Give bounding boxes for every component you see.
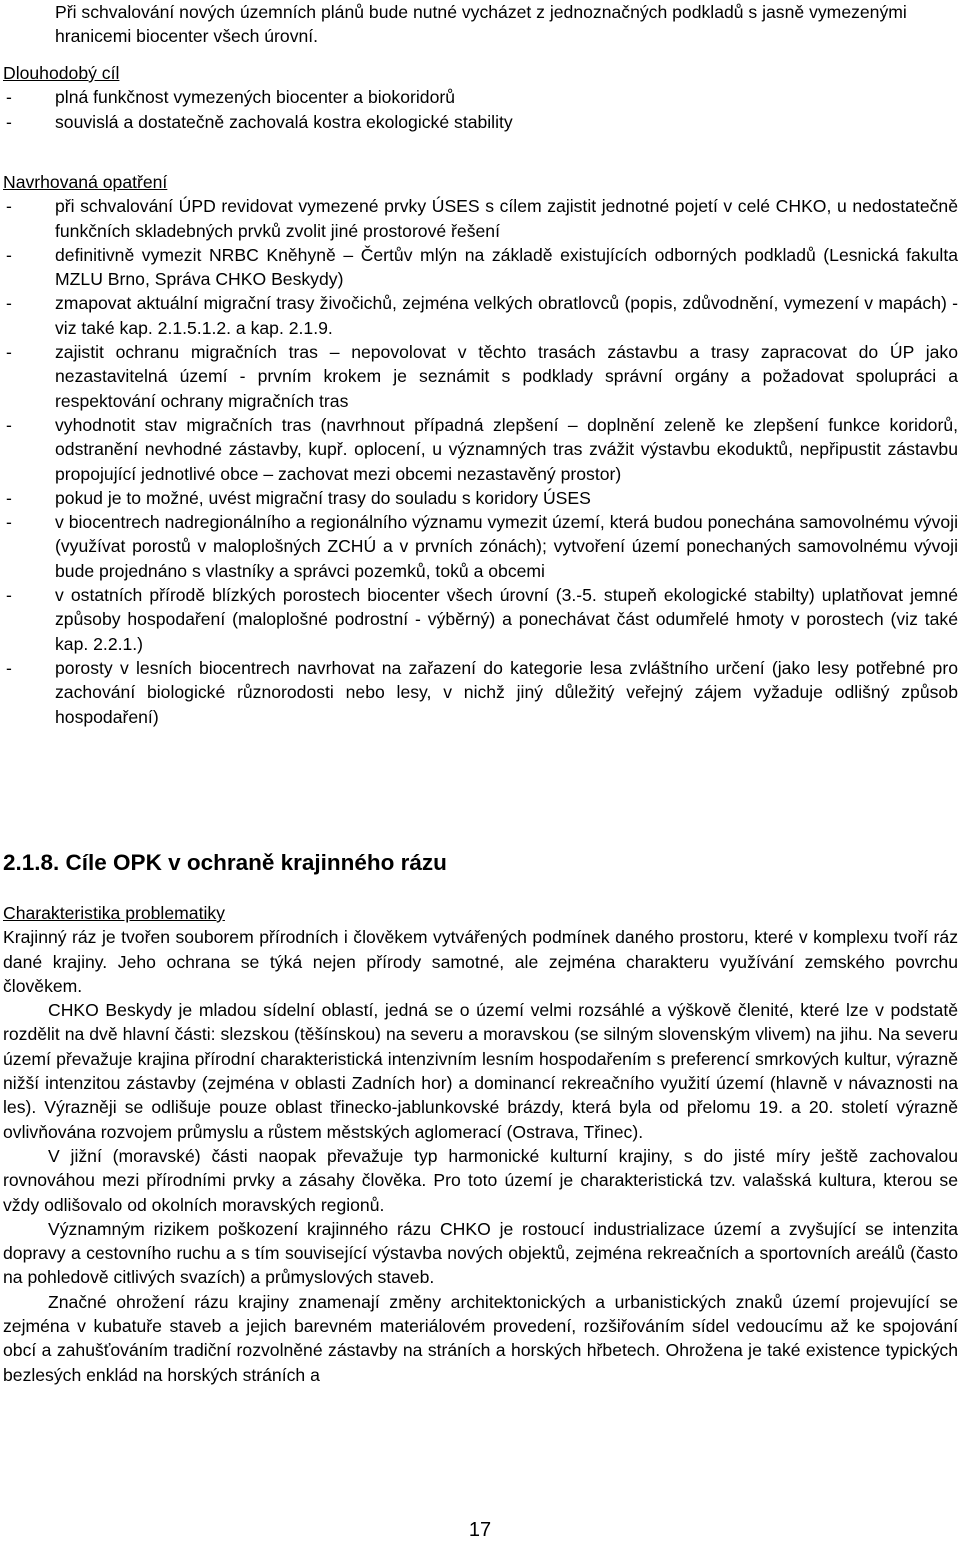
list-item-text: souvislá a dostatečně zachovalá kostra ekologické stability (55, 111, 513, 132)
list-item (3, 510, 958, 583)
list-item (3, 413, 958, 486)
list-item (3, 583, 958, 656)
long-term-goal-section (3, 61, 958, 134)
list-item (3, 656, 958, 729)
proposed-measures-list (3, 194, 958, 729)
proposed-measures-section (3, 170, 958, 729)
list-marker: - (6, 111, 12, 132)
list-item-text: vyhodnotit stav migračních tras (navrhnout případná zlepšení – doplnění zeleně ke zlepšení funkce koridorů, odstranění nevhodné zástavby, kupř. oplocení, u významných tras zvážit výstavbu ekoduktů, nepřipustit zástavbu propojující jednotlivé obce – zachovat mezi obcemi nezastavěný prostor) (55, 414, 958, 484)
list-item (3, 291, 958, 340)
characteristics-subheading: Charakteristika problematiky (3, 903, 225, 923)
list-item (3, 243, 958, 292)
list-item (3, 194, 958, 243)
list-marker: - (6, 487, 12, 508)
list-marker: - (6, 342, 12, 363)
list-item-text: porosty v lesních biocentrech navrhovat na zařazení do kategorie lesa zvláštního určení (jako lesy potřebné pro zachování biologické různorodosti nebo lesy, v nichž jiný důležitý veřejný zájem vyžaduje odlišný způsob hospodaření) (55, 657, 958, 727)
list-marker: - (6, 512, 12, 533)
body-paragraph: Krajinný ráz je tvořen souborem přírodních i člověkem vytvářených podmínek daného prostoru, které v komplexu tvoří ráz dané krajiny. Jeho ochrana se týká nejen přírody samotné, ale zejména charakteru využívání zemského povrchu člověkem. (3, 927, 958, 996)
list-item-text: zmapovat aktuální migrační trasy živočichů, zejména velkých obratlovců (popis, zdůvodnění, vymezení v mapách) - viz také kap. 2.1.5.1.2. a kap. 2.1.9. (55, 293, 958, 338)
long-term-goal-list (3, 85, 958, 134)
list-item (3, 85, 958, 109)
list-item-text: zajistit ochranu migračních tras – nepovolovat v těchto trasách zástavbu a trasy zapracovat do ÚP jako nezastavitelná území - prvním krokem je seznámit s podklady správní orgány a požadovat spolupráci a respektování ochrany migračních tras (55, 342, 958, 411)
list-item (3, 340, 958, 413)
list-item-text: plná funkčnost vymezených biocenter a biokoridorů (55, 87, 455, 108)
list-marker: - (6, 585, 12, 606)
body-paragraph: CHKO Beskydy je mladou sídelní oblastí, jedná se o území velmi rozsáhlé a výškově členité, které lze v podstatě rozdělit na dvě hlavní části: slezskou (těšínskou) na severu a moravskou (se silným slovenským vlivem) na jihu. Na severu území převažuje krajina přírodní charakteristická intenzivním lesním hospodařením s preferencí smrkových kultur, výrazně nižší intenzitou zástavby (zejména v oblasti Zadních hor) a dominancí rekreačního využití území (hlavně v návaznosti na les). Výrazněji se odlišuje pouze oblast třinecko-jablunkovské brázdy, která byla od přelomu 19. a 20. století výrazně ovlivňována rozvojem průmyslu a růstem městských aglomerací (Ostrava, Třinec). (3, 1000, 958, 1142)
body-paragraph: V jižní (moravské) části naopak převažuje typ harmonické kulturní krajiny, s do jisté míry ještě zachovalou rovnováhou mezi přírodními prvky a zásahy člověka. Pro toto území je charakteristická tzv. valašská kultura, kterou se vždy odlišovalo od okolních moravských regionů. (3, 1145, 958, 1215)
long-term-goal-title: Dlouhodobý cíl (3, 63, 120, 83)
list-item-text: při schvalování ÚPD revidovat vymezené prvky ÚSES s cílem zajistit jednotné pojetí v celé CHKO, u nedostatečně funkčních skladebných prvků zvolit jiné prostorové řešení (55, 196, 958, 241)
list-marker: - (6, 87, 12, 108)
proposed-measures-title: Navrhovaná opatření (3, 172, 168, 192)
intro-paragraph: Při schvalování nových územních plánů bude nutné vycházet z jednoznačných podkladů s jasně vymezenými hranicemi biocenter všech úrovní. (55, 2, 907, 47)
list-item-text: pokud je to možné, uvést migrační trasy do souladu s koridory ÚSES (55, 487, 591, 508)
list-item (3, 486, 958, 510)
list-marker: - (6, 414, 12, 435)
section-heading: 2.1.8. Cíle OPK v ochraně krajinného rázu (3, 850, 447, 875)
list-item-text: definitivně vymezit NRBC Kněhyně – Čertův mlýn na základě existujících odborných podkladů (Lesnická fakulta MZLU Brno, Správa CHKO Beskydy) (55, 244, 958, 290)
list-marker: - (6, 244, 12, 265)
list-item-text: v ostatních přírodě blízkých porostech biocenter všech úrovní (3.-5. stupeň ekologické stabilty) uplatňovat jemné způsoby hospodaření (maloplošné podrostní - výběrný) a ponechávat část odumřelé hmoty v porostech (viz také kap. 2.2.1.) (55, 585, 958, 654)
list-marker: - (6, 293, 12, 314)
body-paragraph: Značné ohrožení rázu krajiny znamenají změny architektonických a urbanistických znaků území projevující se zejména v kubatuře staveb a jejich barevném materiálovém provedení, rozšiřováním sídel vedoucímu až ke spojování obcí a zahušťováním tradiční rozvolněné zástavby na stráních a horských hřbetech. Ohrožena je také existence typických bezlesých enklád na horských stráních a (3, 1291, 958, 1385)
page-number: 17 (468, 1519, 492, 1541)
body-paragraph: Významným rizikem poškození krajinného rázu CHKO je rostoucí industrializace území a zvyšující se intenzita dopravy a cestovního ruchu a s tím související výstavba nových objektů, zejména rekreačních a sportovních areálů (často na pohledově citlivých svazích) a průmyslových staveb. (3, 1218, 958, 1288)
list-item-text: v biocentrech nadregionálního a regionálního významu vymezit území, která budou ponechána samovolnému vývoji (využívat porostů v maloplošných ZCHÚ a v prvních zónách); vytvoření území ponechaných samovolnému vývoji bude projednáno s vlastníky a správci pozemků, toků a obcemi (55, 512, 958, 581)
characteristics-section (3, 901, 958, 1387)
list-marker: - (6, 657, 12, 678)
list-marker: - (6, 196, 12, 217)
list-item (3, 110, 958, 134)
